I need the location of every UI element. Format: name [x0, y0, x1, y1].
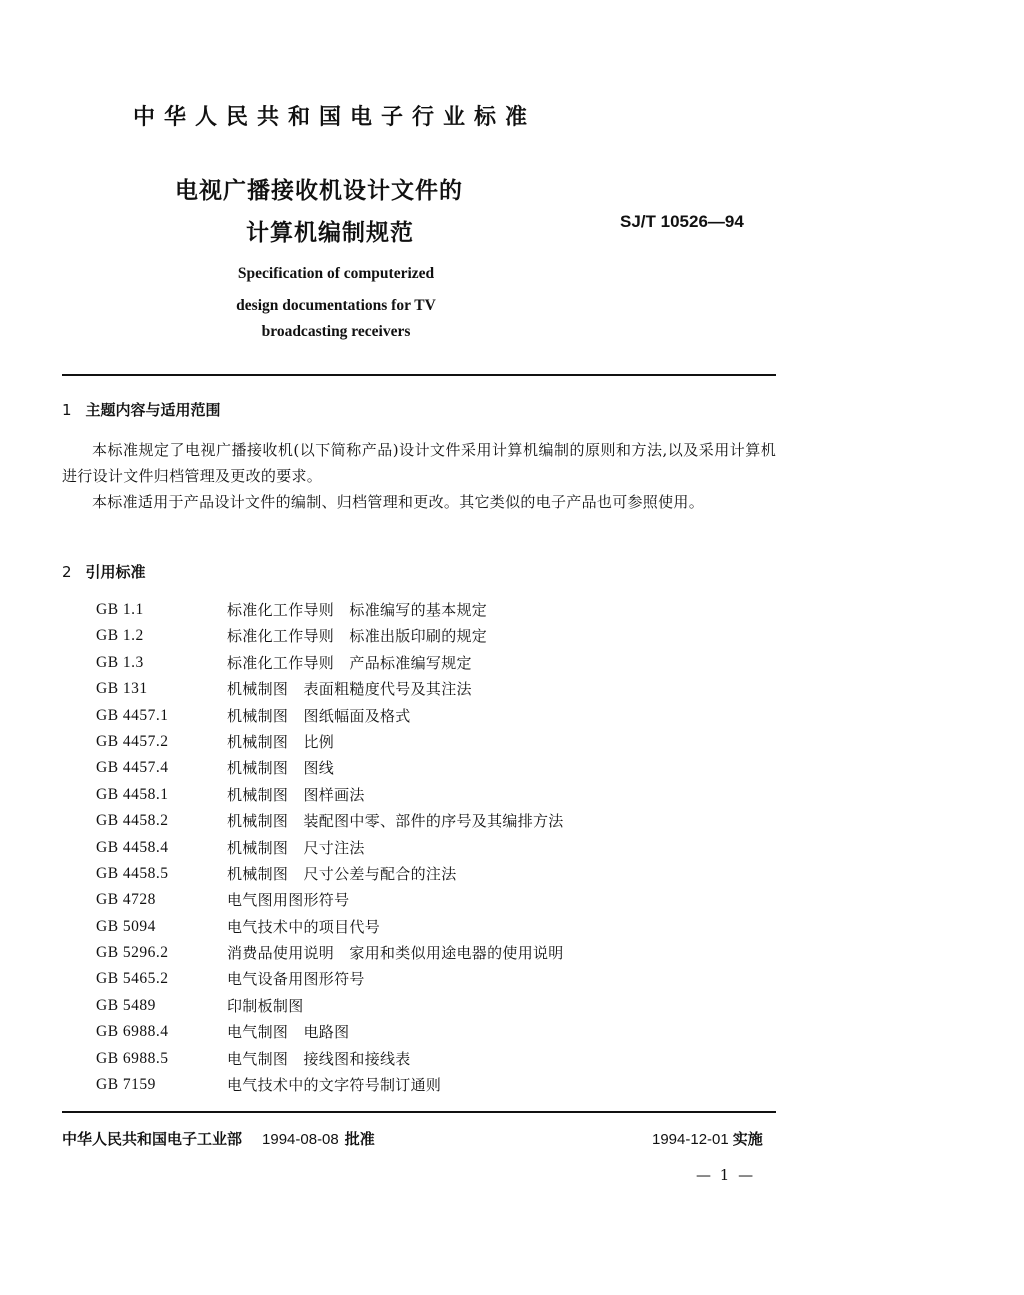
standard-ref-code: GB 6988.5: [96, 1049, 169, 1067]
standard-ref-code: GB 4457.2: [96, 732, 169, 750]
standard-ref-code: GB 1.1: [96, 601, 144, 618]
section-1-paragraph-2: 本标准适用于产品设计文件的编制、归档管理和更改。其它类似的电子产品也可参照使用。: [92, 493, 705, 511]
standard-ref-title: 机械制图 比例: [227, 732, 335, 751]
effective-date: 1994-12-01: [652, 1131, 729, 1148]
standard-ref-title: 标准化工作导则 标准编写的基本规定: [227, 601, 488, 619]
list-item: [96, 1019, 564, 1045]
approval-date: 1994-08-08: [262, 1131, 339, 1148]
list-item: [96, 755, 564, 781]
standard-ref-title: 机械制图 装配图中零、部件的序号及其编排方法: [227, 812, 564, 831]
section-2-heading: [62, 561, 146, 582]
section-1-number: 1: [62, 401, 72, 419]
referenced-standards-list: [96, 597, 564, 1098]
standard-ref-title: 机械制图 图样画法: [227, 785, 365, 804]
list-item: [96, 887, 564, 913]
standard-ref-title: 标准化工作导则 标准出版印刷的规定: [227, 627, 488, 646]
standard-ref-title: 电气图用图形符号: [227, 891, 350, 910]
standard-ref-code: GB 6988.4: [96, 1023, 169, 1041]
standard-ref-code: GB 5094: [96, 917, 156, 935]
standard-category-heading: 中华人民共和国电子行业标准: [133, 105, 537, 130]
document-title-line-2: 计算机编制规范: [246, 220, 414, 246]
standard-ref-code: GB 4728: [96, 891, 156, 909]
list-item: [96, 782, 564, 808]
standard-ref-code: GB 4457.1: [96, 706, 169, 724]
list-item: [96, 966, 564, 992]
standard-ref-title: 机械制图 尺寸公差与配合的注法: [227, 864, 457, 883]
approval-label: 批准: [344, 1130, 375, 1148]
standard-ref-code: GB 4458.2: [96, 812, 169, 830]
section-1-heading: [62, 399, 221, 420]
standard-ref-code: GB 1.3: [96, 653, 144, 671]
standard-ref-title: 机械制图 表面粗糙度代号及其注法: [227, 680, 472, 699]
list-item: [96, 1046, 564, 1072]
list-item: [96, 650, 564, 676]
standard-ref-title: 电气技术中的项目代号: [227, 917, 381, 936]
standard-code: SJ/T 10526—94: [620, 212, 744, 231]
list-item: [96, 835, 564, 861]
list-item: [96, 1072, 564, 1098]
section-1-title: 主题内容与适用范围: [85, 401, 221, 419]
standard-ref-code: GB 5489: [96, 996, 156, 1014]
standard-ref-code: GB 7159: [96, 1076, 156, 1094]
standard-ref-code: GB 4457.4: [96, 759, 169, 777]
standard-ref-title: 机械制图 尺寸注法: [227, 838, 365, 857]
footer-divider: [62, 1111, 776, 1113]
section-2-number: 2: [62, 563, 72, 581]
standard-ref-title: 机械制图 图线: [227, 759, 335, 778]
list-item: [96, 914, 564, 940]
list-item: [96, 623, 564, 649]
standard-ref-title: 消费品使用说明 家用和类似用途电器的使用说明: [227, 944, 564, 963]
standard-ref-title: 电气制图 电路图: [227, 1023, 350, 1042]
list-item: [96, 597, 564, 623]
page-number: — 1 —: [696, 1166, 756, 1184]
footer-approval: [62, 1128, 375, 1149]
footer-effective: [652, 1128, 763, 1149]
english-title-line-1: Specification of computerized: [237, 265, 435, 282]
standard-ref-code: GB 5296.2: [96, 944, 169, 962]
header-divider: [62, 374, 776, 376]
standard-ref-code: GB 4458.4: [96, 838, 169, 856]
list-item: [96, 676, 564, 702]
list-item: [96, 703, 564, 729]
issuer-name: 中华人民共和国电子工业部: [62, 1130, 243, 1148]
standard-ref-code: GB 4458.5: [96, 864, 169, 882]
list-item: [96, 861, 564, 887]
standard-ref-title: 电气技术中的文字符号制订通则: [227, 1076, 442, 1095]
standard-ref-title: 印制板制图: [227, 996, 304, 1015]
standard-ref-code: GB 131: [96, 680, 148, 698]
section-1-paragraph-1: 本标准规定了电视广播接收机(以下简称产品)设计文件采用计算机编制的原则和方法,以及采用计算机进行设计文件归档管理及更改的要求。: [62, 441, 776, 485]
list-item: [96, 940, 564, 966]
section-2-title: 引用标准: [85, 563, 146, 581]
list-item: [96, 808, 564, 834]
standard-ref-code: GB 1.2: [96, 627, 144, 645]
english-title-line-2: design documentations for TV: [236, 297, 436, 314]
english-title-line-3: broadcasting receivers: [261, 323, 411, 340]
document-title-line-1: 电视广播接收机设计文件的: [175, 178, 463, 204]
standard-ref-code: GB 5465.2: [96, 970, 169, 988]
standard-ref-title: 机械制图 图纸幅面及格式: [227, 706, 411, 725]
list-item: [96, 729, 564, 755]
standard-ref-title: 标准化工作导则 产品标准编写规定: [227, 653, 472, 672]
standard-ref-title: 电气设备用图形符号: [227, 970, 365, 989]
list-item: [96, 993, 564, 1019]
standard-ref-code: GB 4458.1: [96, 785, 169, 803]
effective-label: 实施: [732, 1130, 763, 1148]
standard-ref-title: 电气制图 接线图和接线表: [227, 1049, 411, 1068]
